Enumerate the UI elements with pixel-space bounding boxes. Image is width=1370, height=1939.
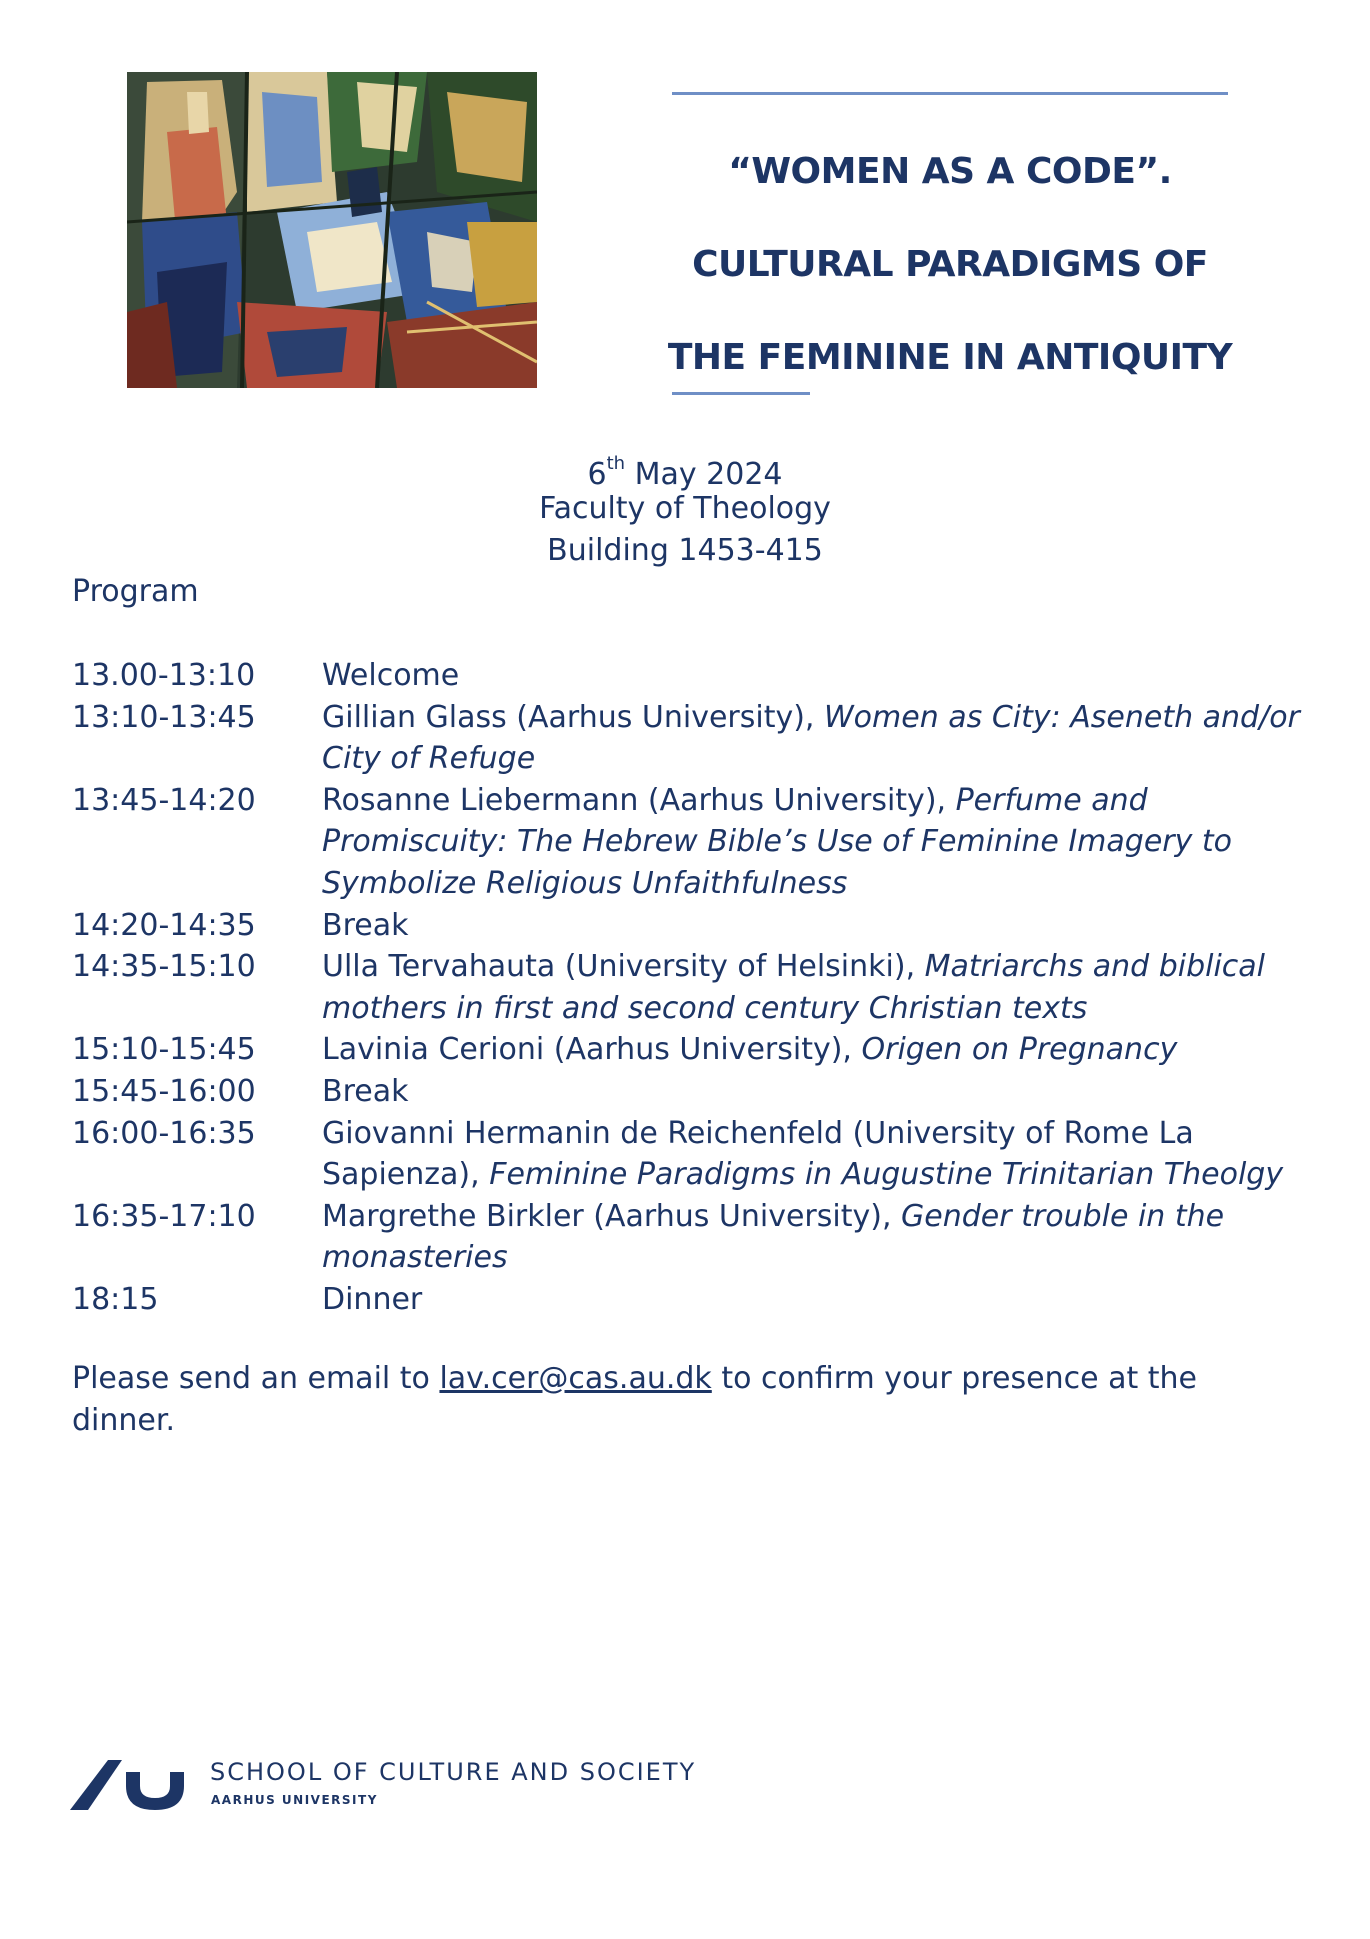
cubist-painting-image <box>127 72 537 388</box>
schedule-row <box>72 655 1312 697</box>
event-title-line-2: CULTURAL PARADIGMS OF <box>692 244 1208 285</box>
schedule-row <box>72 1113 1312 1196</box>
speaker: Margrethe Birkler (Aarhus University), <box>322 1198 902 1234</box>
talk-title: Feminine Paradigms in Augustine Trinitarian Theolgy <box>489 1157 1284 1193</box>
talk-title: Women as City: Aseneth and/or City of Refuge <box>322 699 1300 777</box>
schedule-description <box>322 1113 1312 1196</box>
schedule-description <box>322 780 1312 905</box>
speaker: Break <box>322 907 409 943</box>
rsvp-note-after: to confirm your presence at the dinner. <box>72 1361 1197 1438</box>
event-venue: Faculty of Theology <box>539 491 831 526</box>
schedule-time: 16:00-16:35 <box>72 1115 256 1151</box>
schedule-row <box>72 905 1312 947</box>
speaker: Break <box>322 1073 409 1109</box>
schedule-row <box>72 1071 1312 1113</box>
talk-title: Gender trouble in the monasteries <box>322 1198 1225 1276</box>
schedule-time: 14:35-15:10 <box>72 949 256 985</box>
rsvp-note-before: Please send an email to <box>72 1361 440 1396</box>
aarhus-university-logo-icon <box>70 1752 186 1812</box>
event-room: Building 1453-415 <box>547 533 823 568</box>
schedule-description <box>322 1279 1312 1321</box>
schedule-time: 13:45-14:20 <box>72 782 256 818</box>
speaker: Rosanne Liebermann (Aarhus University), <box>322 782 956 818</box>
schedule-row <box>72 946 1312 1029</box>
rsvp-note <box>72 1358 1232 1441</box>
talk-title: Perfume and Promiscuity: The Hebrew Bible’s Use of Feminine Imagery to Symbolize Religious Unfaithfulness <box>322 782 1233 901</box>
event-title-line-1: “WOMEN AS A CODE”. <box>728 151 1172 192</box>
speaker: Giovanni Hermanin de Reichenfeld (University of Rome La Sapienza), <box>322 1115 1194 1193</box>
title-bottom-rule <box>672 392 810 395</box>
schedule-time: 14:20-14:35 <box>72 907 256 943</box>
schedule-description <box>322 1071 1312 1113</box>
program-schedule <box>72 655 1312 1321</box>
schedule-row <box>72 1279 1312 1321</box>
title-top-rule <box>672 92 1228 95</box>
speaker: Dinner <box>322 1281 423 1317</box>
schedule-time: 13.00-13:10 <box>72 658 256 693</box>
schedule-time: 16:35-17:10 <box>72 1198 256 1234</box>
speaker: Lavinia Cerioni (Aarhus University), <box>322 1032 862 1068</box>
schedule-description <box>322 1196 1312 1279</box>
schedule-time: 15:10-15:45 <box>72 1032 256 1068</box>
schedule-time: 13:10-13:45 <box>72 699 256 735</box>
schedule-description <box>322 946 1312 1029</box>
schedule-row <box>72 697 1312 780</box>
schedule-description <box>322 1029 1312 1071</box>
program-heading: Program <box>72 574 199 609</box>
speaker: Ulla Tervahauta (University of Helsinki), <box>322 949 925 985</box>
date-day: 6 <box>587 457 607 492</box>
school-name: SCHOOL OF CULTURE AND SOCIETY <box>210 1758 697 1786</box>
university-name: AARHUS UNIVERSITY <box>211 1793 378 1807</box>
schedule-row <box>72 1196 1312 1279</box>
schedule-time: 18:15 <box>72 1281 159 1317</box>
speaker: Gillian Glass (Aarhus University), <box>322 699 825 735</box>
schedule-row <box>72 1029 1312 1071</box>
date-rest: May 2024 <box>625 457 783 492</box>
schedule-description <box>322 655 1312 697</box>
date-suffix: th <box>606 453 626 474</box>
schedule-time: 15:45-16:00 <box>72 1073 256 1109</box>
schedule-description <box>322 697 1312 780</box>
schedule-description <box>322 905 1312 947</box>
talk-title: Matriarchs and biblical mothers in first and second century Christian texts <box>322 949 1266 1026</box>
talk-title: Origen on Pregnancy <box>861 1032 1178 1068</box>
event-title-line-3: THE FEMININE IN ANTIQUITY <box>667 337 1233 378</box>
rsvp-email-link[interactable]: lav.cer@cas.au.dk <box>439 1361 712 1396</box>
schedule-row <box>72 780 1312 905</box>
speaker: Welcome <box>322 658 460 693</box>
